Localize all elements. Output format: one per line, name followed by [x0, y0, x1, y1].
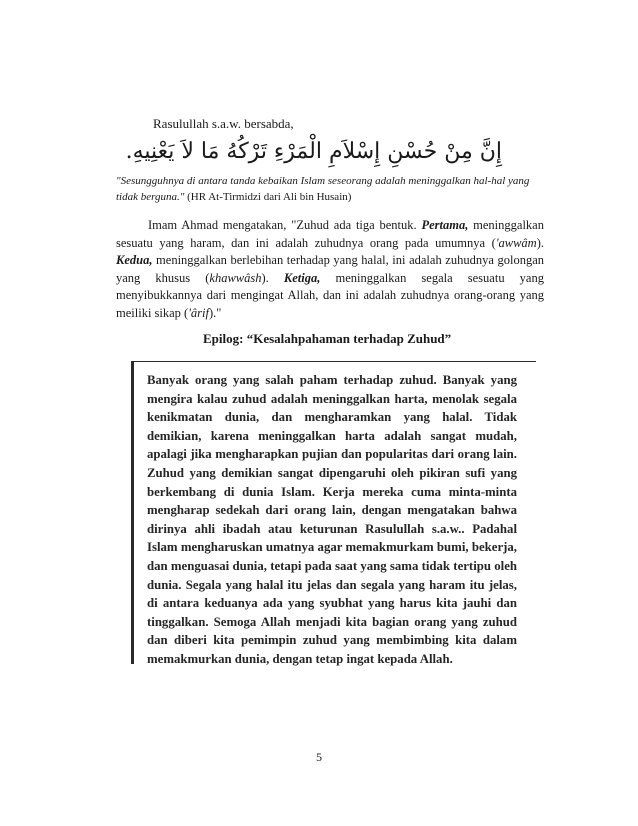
translation-text: "Sesungguhnya di antara tanda kebaikan Islam seseorang adalah meninggalkan hal-hal yang tidak berguna."	[116, 175, 530, 203]
term-khawwash: khawwâsh	[209, 270, 262, 285]
hadith-translation	[116, 173, 544, 205]
para-text: meninggalkan sesuatu yang haram, dan ini adalah zuhudnya orang pada umumnya (	[116, 218, 544, 250]
term-awwam: 'awwâm	[495, 235, 537, 250]
epilog-heading: Epilog: “Kesalahpahaman terhadap Zuhud”	[203, 331, 452, 346]
imam-ahmad-paragraph	[116, 217, 544, 322]
term-arif: 'ârif	[188, 305, 209, 320]
ketiga-label: Ketiga,	[283, 270, 321, 285]
para-text: ).	[261, 270, 284, 285]
hadith-arabic: إِنَّ مِنْ حُسْنِ إِسْلاَمِ الْمَرْءِ تَرْكُهُ مَا لاَ يَعْنِيهِ.	[125, 139, 502, 164]
kedua-label: Kedua,	[116, 253, 153, 267]
pertama-label: Pertama,	[421, 218, 469, 232]
para-text: meninggalkan segala sesuatu yang menyibukkannya dari mengingat Allah, dan ini adalah zuhudnya orang-orang yang meiliki sikap (	[116, 270, 544, 320]
translation-source: (HR At-Tirmidzi dari Ali bin Husain)	[184, 191, 352, 203]
para-text: )."	[208, 305, 222, 320]
epilog-text: Banyak orang yang salah paham terhadap zuhud. Banyak yang mengira kalau zuhud adalah meninggalkan harta, menolak segala kenikmatan dunia, dan mengharamkan yang halal. Tidak demikian, karena meninggalkan harta adalah sangat mudah, apalagi jika mengharapkan pujian dan popularitas dari orang lain. Zuhud yang demikian sangat dipengaruhi oleh pikiran sufi yang berkembang di dunia Islam. Kerja mereka cuma minta-minta mengharap sedekah dari orang lain, dengan mengatakan bahwa dirinya ahli ibadah atau keturunan Rasulullah s.a.w.. Padahal Islam mengharuskan umatnya agar memakmurkam bumi, bekerja, dan menguasai dunia, tetapi pada saat yang sama tidak tertipu oleh dunia. Segala yang halal itu jelas dan segala yang haram itu jelas, di antara keduanya ada yang syubhat yang harus kita jauhi dan tinggalkan. Semoga Allah menjadi kita bagian orang yang zuhud dan diberi kita pemimpin zuhud yang membimbing kita dalam memakmurkan dunia, dengan tetap ingat kepada Allah.	[147, 373, 517, 666]
intro-line: Rasulullah s.a.w. bersabda,	[153, 116, 294, 131]
para-text: ).	[536, 235, 544, 250]
para-text: Imam Ahmad mengatakan, "Zuhud ada tiga bentuk.	[148, 218, 422, 232]
para-text: meninggalkan berlebihan terhadap yang halal, ini adalah zuhudnya golongan yang khusus (	[116, 253, 544, 285]
page-number: 5	[316, 750, 322, 764]
